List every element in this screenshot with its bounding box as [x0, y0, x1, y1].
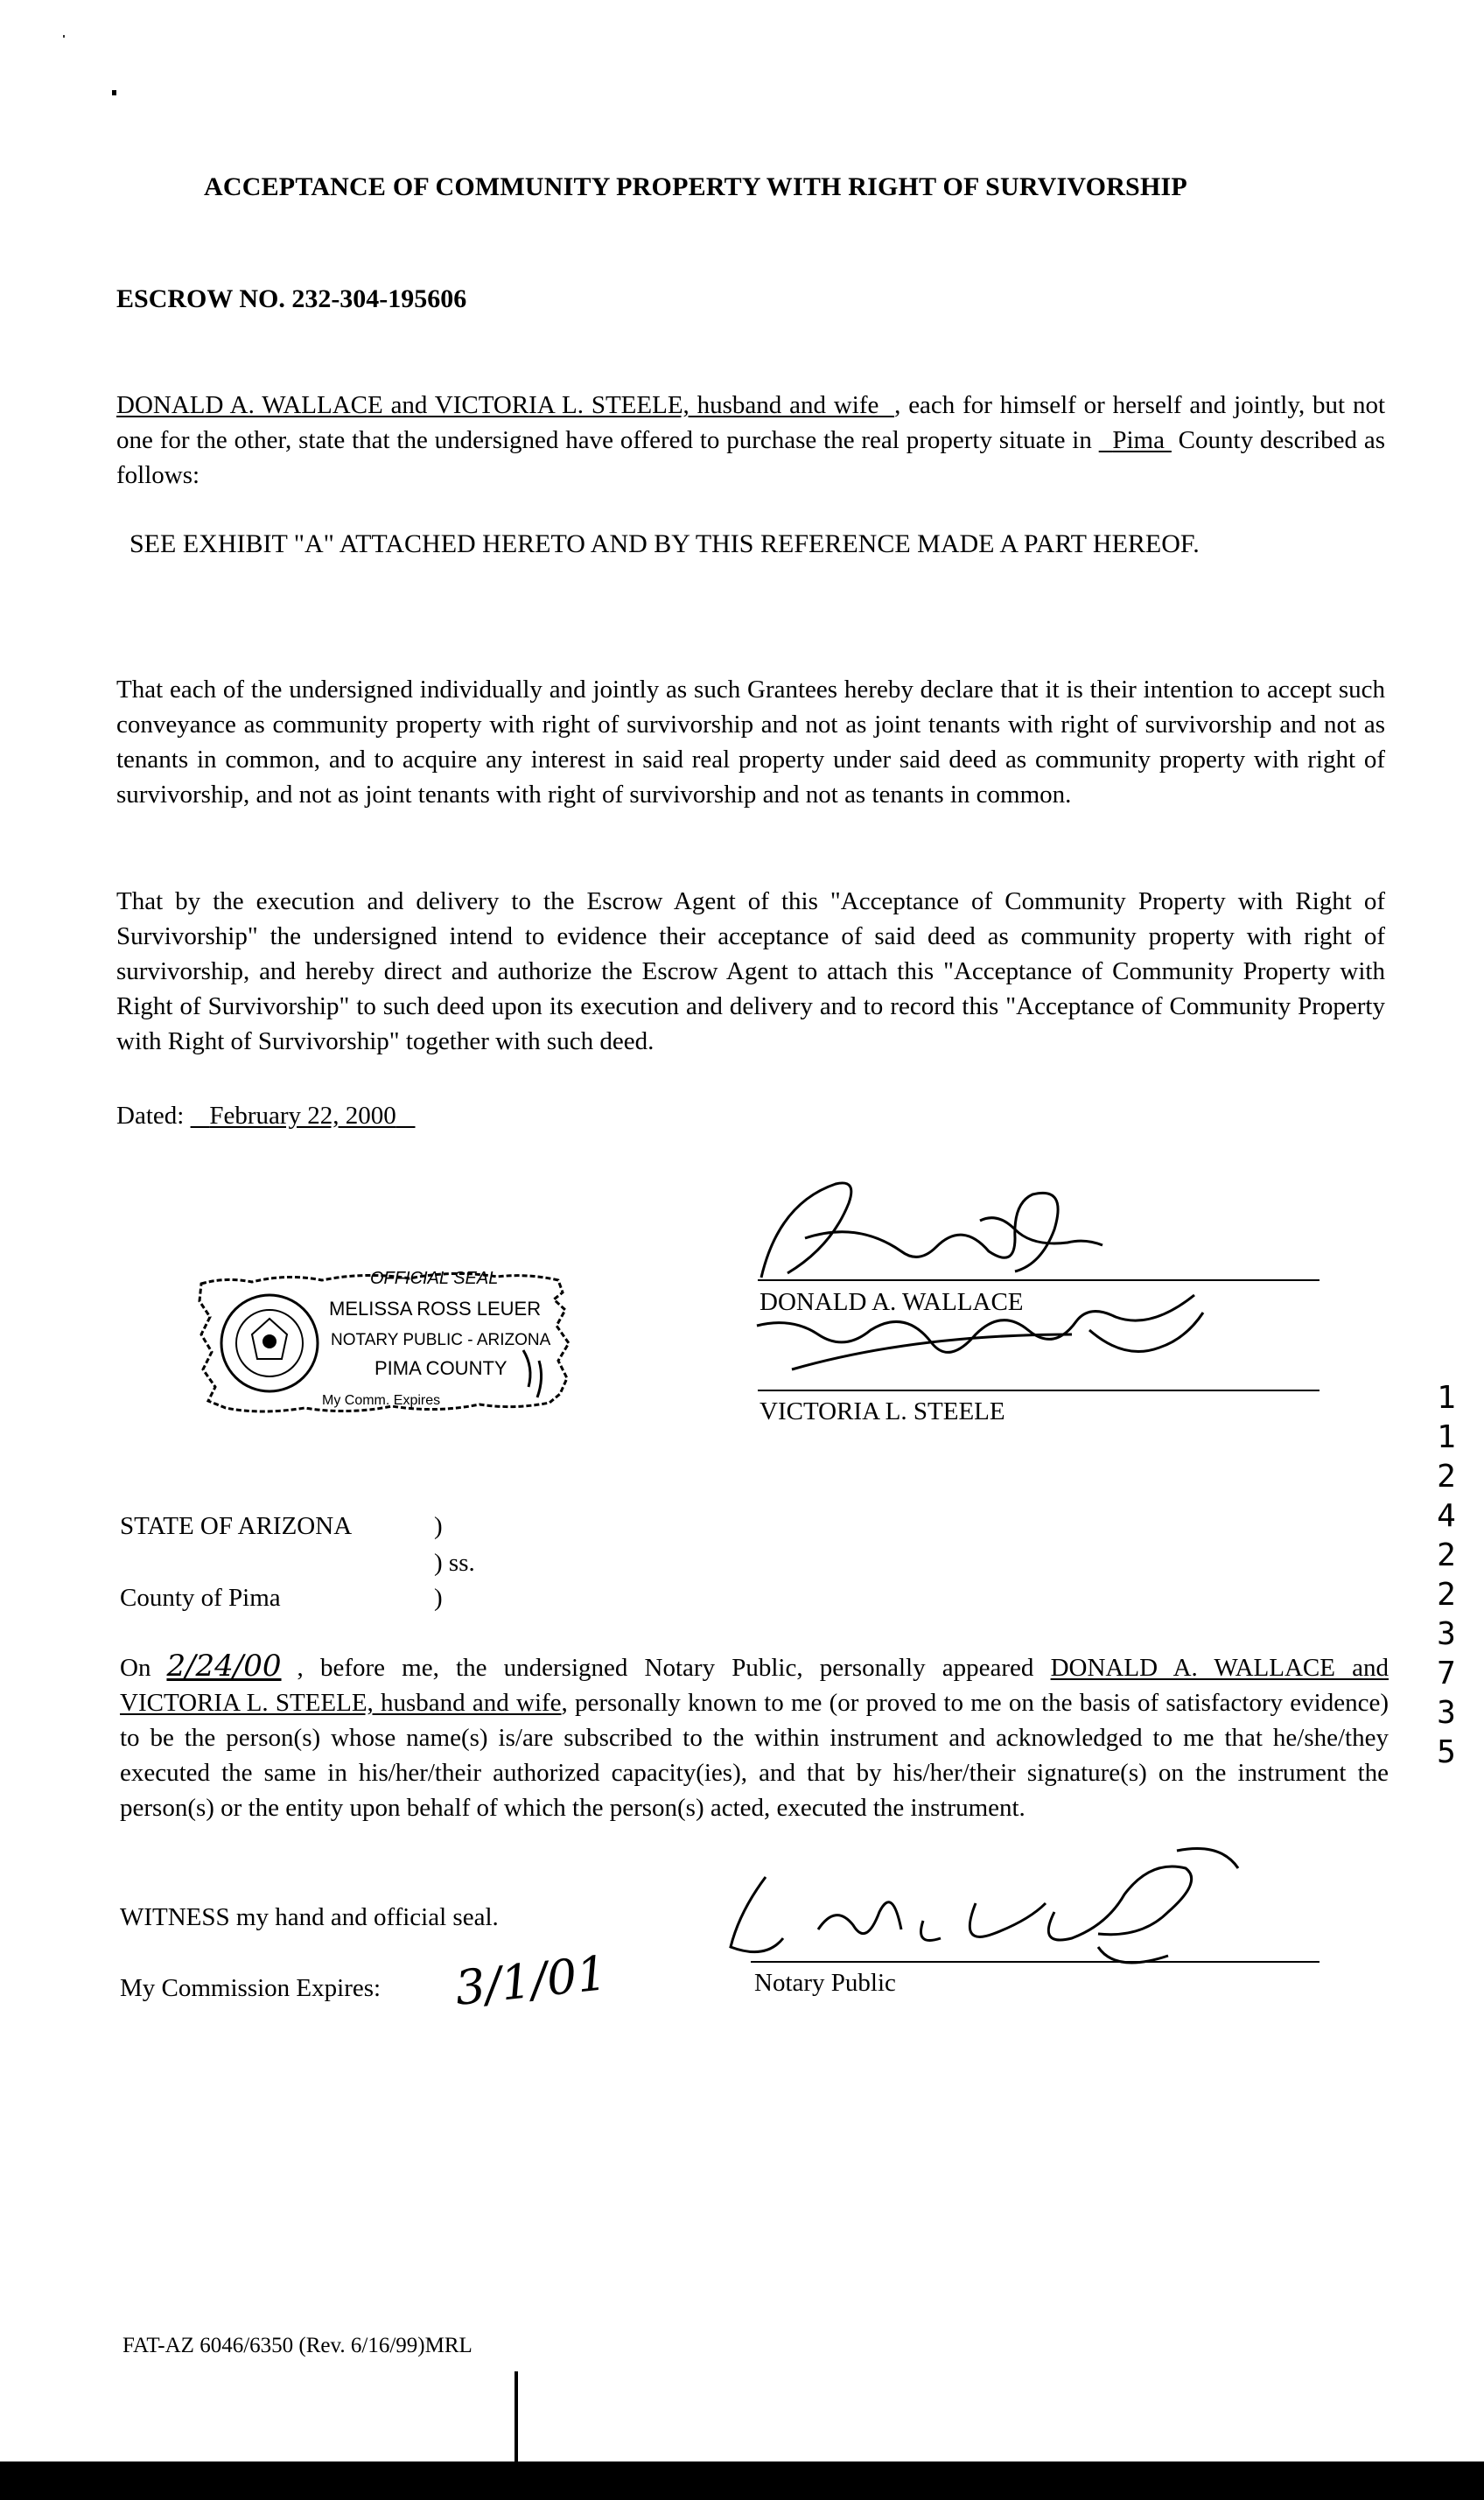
seal-line2: MELISSA ROSS LEUER [329, 1298, 542, 1320]
commission-label: My Commission Expires: [120, 1974, 382, 2002]
escrow-number: ESCROW NO. 232-304-195606 [116, 284, 467, 313]
grantee-names: DONALD A. WALLACE and VICTORIA L. STEELE, husband and wife [116, 391, 879, 419]
escrow-agent-paragraph: That by the execution and delivery to the Escrow Agent of this "Acceptance of Community Property with Right of Survivorship" the undersigned intend to evidence their acceptance of said deed as community property with right of survivorship, and hereby direct and authorize the Escrow Agent to attach this "Acceptance of Community Property with Right of Survivorship" to such deed upon its execution and delivery and to record this "Acceptance of Community Property with Right of Survivorship" together with such deed. [116, 887, 1385, 1055]
seal-line5: My Comm. Expires [322, 1393, 441, 1408]
signer-name-wallace: DONALD A. WALLACE [760, 1288, 1024, 1316]
scan-speck [63, 35, 65, 38]
wallace-signature [752, 1168, 1120, 1291]
dated-label: Dated: [116, 1102, 185, 1130]
seal-line1: OFFICIAL SEAL [370, 1269, 499, 1288]
witness-line: WITNESS my hand and official seal. [120, 1903, 499, 1931]
ack-text-a: , before me, the undersigned Notary Public, personally appeared [297, 1654, 1051, 1682]
signer-name-steele: VICTORIA L. STEELE [760, 1397, 1005, 1425]
venue-ss: ) ss. [434, 1549, 475, 1577]
steele-signature [739, 1282, 1229, 1387]
notary-acknowledgment [120, 1649, 1389, 1825]
underline-pad [878, 391, 894, 419]
venue-county: County of Pima [120, 1584, 281, 1612]
exhibit-reference: SEE EXHIBIT "A" ATTACHED HERETO AND BY THIS REFERENCE MADE A PART HEREOF. [130, 529, 1200, 558]
venue-state: STATE OF ARIZONA [120, 1512, 353, 1540]
county-value: Pima [1112, 426, 1165, 454]
scan-artifact-line [514, 2371, 518, 2468]
dated-line [116, 1102, 416, 1131]
recording-number: 1124223735 [1437, 1380, 1456, 1770]
commission-date-handwritten: 3/1/01 [452, 1945, 610, 2016]
county-blank [1099, 426, 1172, 454]
steele-signature-line [758, 1390, 1320, 1391]
intro-text-b: County described as follows: [116, 426, 1386, 489]
notary-signature-line [751, 1961, 1320, 1963]
notary-seal-stamp [191, 1247, 584, 1426]
venue-paren-1: ) [434, 1512, 443, 1540]
ack-text-b: , personally known to me (or proved to me on the basis of satisfactory evidence) to be the person(s) whose name(s) is/are subscribed to the within instrument and acknowledged to me that he/she/they executed the same in his/her/their authorized capacity(ies), and that by his/her/their signature(s) on the instrument the person(s) or the entity upon behalf of which the person(s) acted, executed the instrument. [120, 1689, 1389, 1822]
scan-border-bottom [0, 2461, 1484, 2500]
ack-parties: DONALD A. WALLACE and VICTORIA L. STEELE, husband and wife [120, 1654, 1389, 1717]
notary-public-label: Notary Public [754, 1969, 896, 1997]
intention-paragraph: That each of the undersigned individually and jointly as such Grantees hereby declare that it is their intention to accept such conveyance as community property with right of survivorship and not as joint tenants with right of survivorship and not as tenants in common, and to acquire any interest in said real property under said deed as community property with right of survivorship, and not as joint tenants with right of survivorship and not as tenants in common. [116, 676, 1385, 809]
dated-value: February 22, 2000 [209, 1102, 396, 1130]
on-label: On [120, 1654, 151, 1682]
document-title: ACCEPTANCE OF COMMUNITY PROPERTY WITH RIGHT OF SURVIVORSHIP [204, 172, 1187, 201]
dated-value-blank [191, 1102, 416, 1130]
venue-paren-3: ) [434, 1584, 443, 1612]
form-number: FAT-AZ 6046/6350 (Rev. 6/16/99)MRL [122, 2334, 472, 2357]
wallace-signature-line [758, 1279, 1320, 1281]
intro-text-a: , each for himself or herself and jointly, but not one for the other, state that the undersigned have offered to purchase the real property situate in [116, 391, 1386, 454]
seal-line3: NOTARY PUBLIC - ARIZONA [331, 1331, 551, 1349]
intro-paragraph [116, 388, 1385, 493]
scan-speck [112, 90, 116, 95]
ack-date-handwritten: 2/24/00 [166, 1649, 282, 1684]
seal-line4: PIMA COUNTY [374, 1357, 508, 1379]
